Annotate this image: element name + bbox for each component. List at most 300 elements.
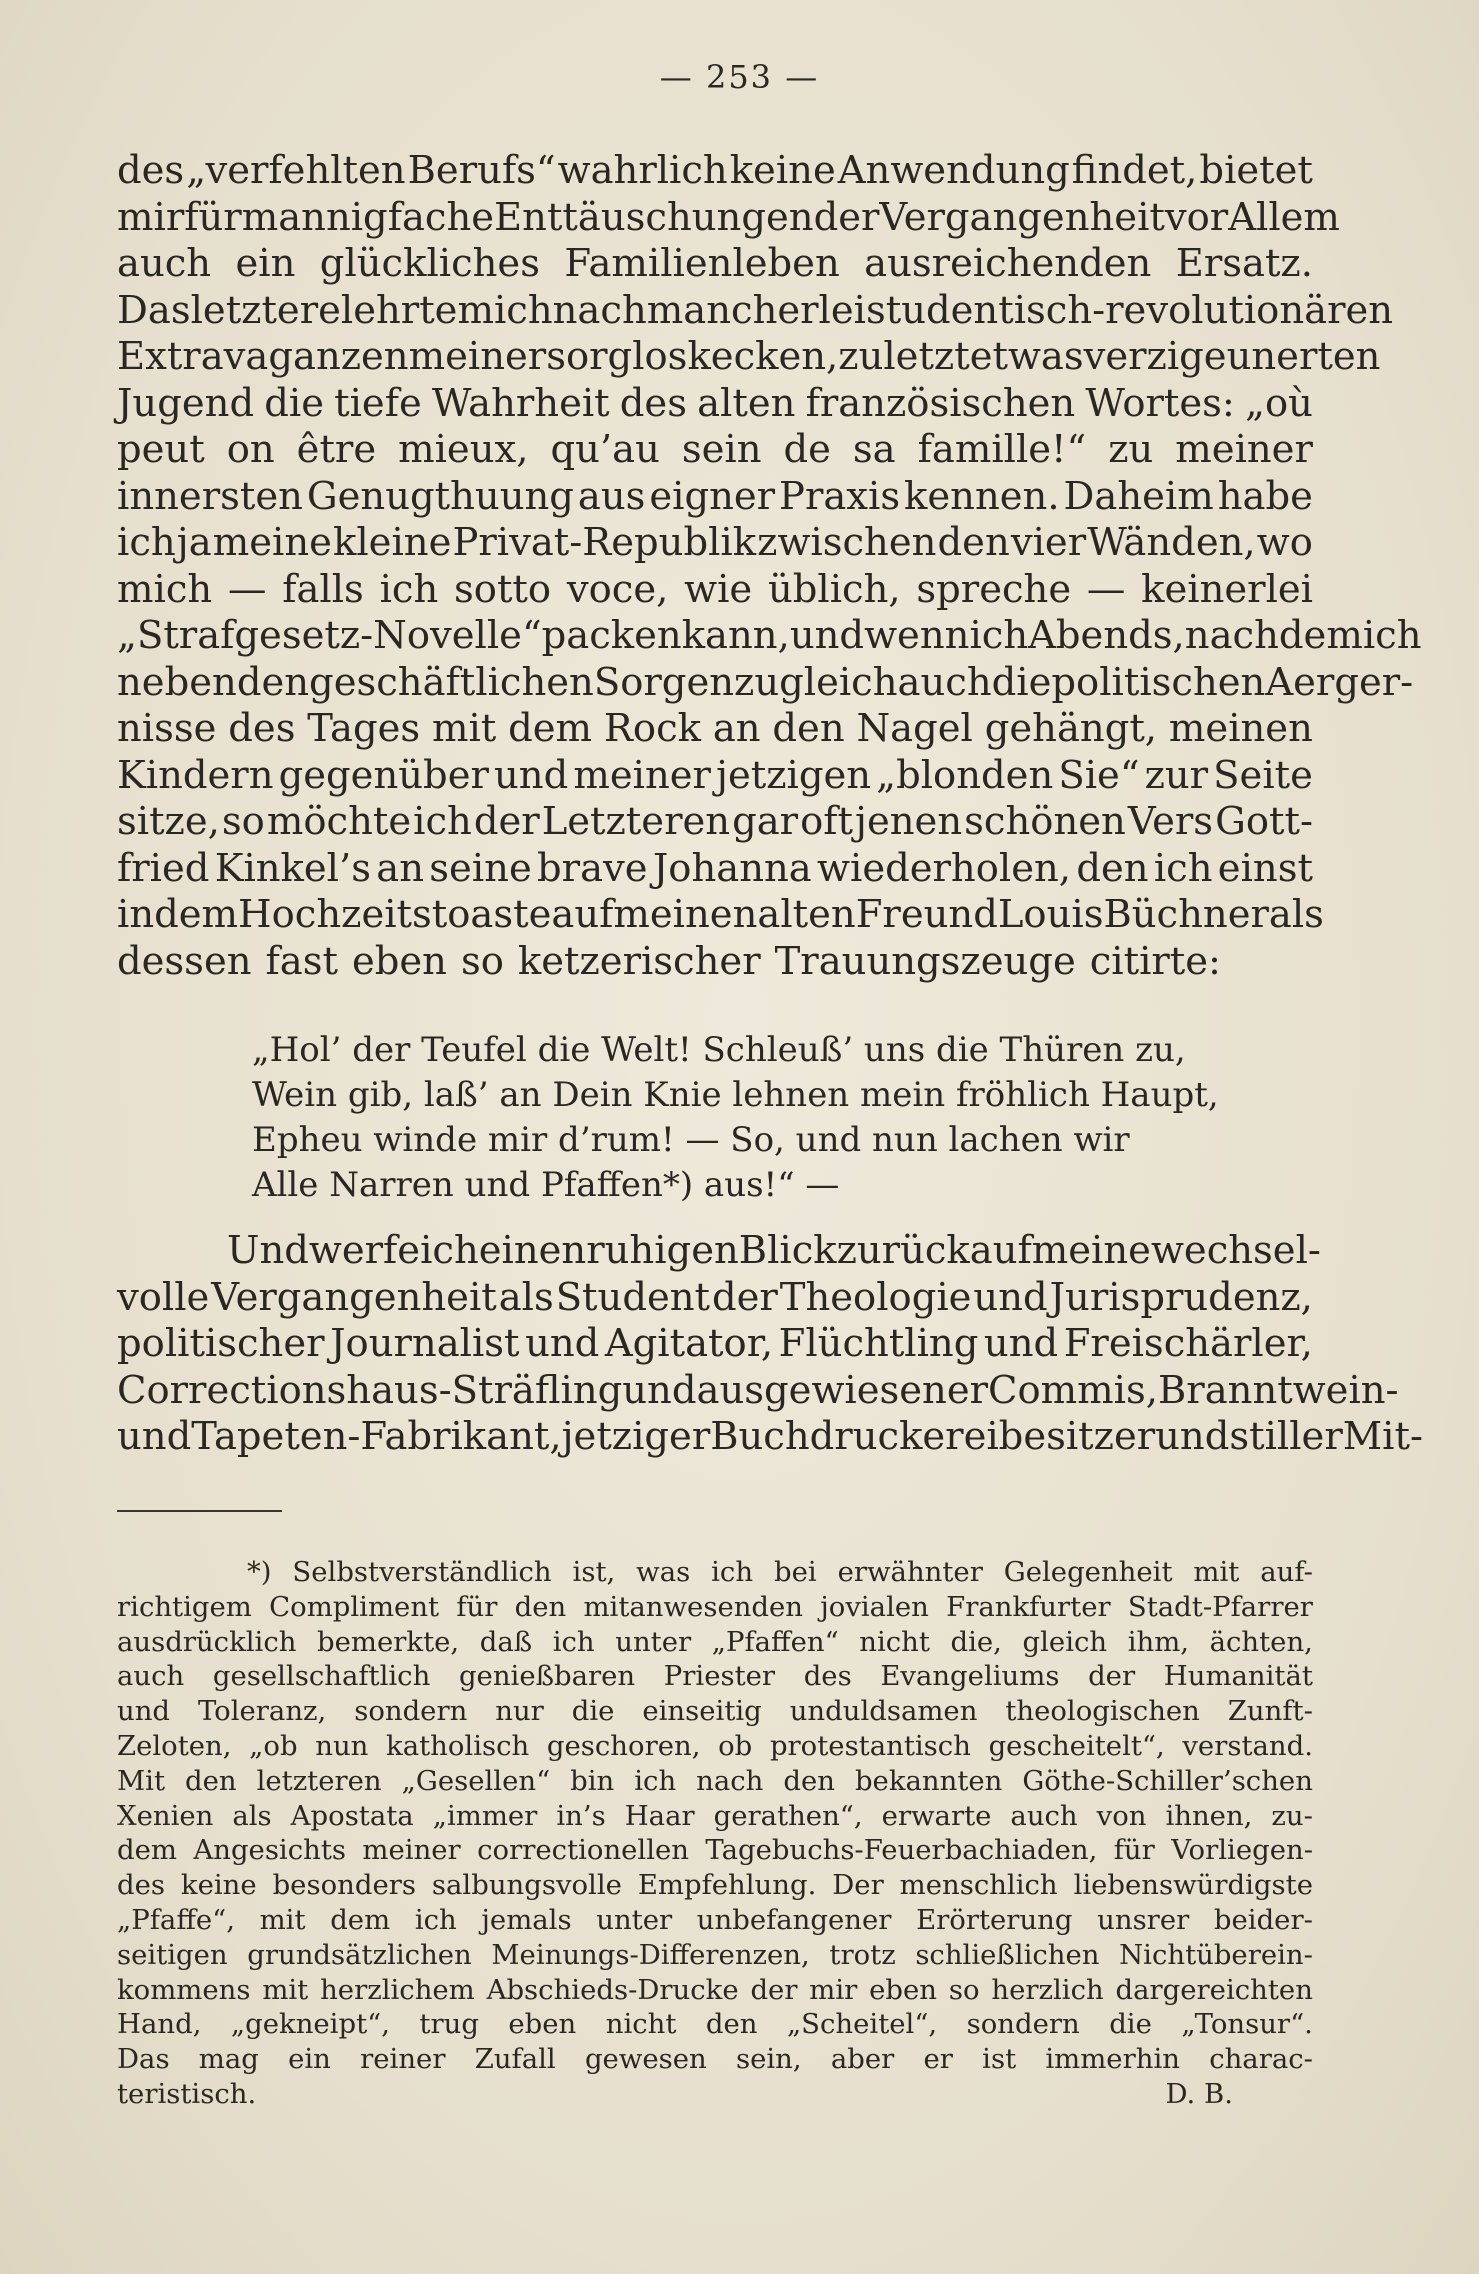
text-line [117,474,1313,521]
word: dem [154,892,239,937]
word: ich [420,1228,479,1273]
word: falls [282,566,364,612]
word: alten [697,380,796,426]
word: in [117,892,155,937]
word: ich [634,1764,677,1797]
word: ausreichenden [864,241,1152,286]
word: letztere [190,287,341,333]
word: „blonden [876,752,1054,798]
text-line [117,148,1313,195]
word: an [712,706,761,751]
footnote-last-word: teristisch. [117,2077,257,2110]
text-line [117,846,1313,893]
word: als [498,1274,554,1320]
word: jetziger [561,1414,711,1459]
word: auf [969,1228,1032,1273]
word: nach [552,287,647,333]
word: Mit- [1342,1414,1423,1459]
paragraph-2 [117,1228,1423,1461]
footnote-line [117,1764,1313,1799]
word: Extravaganzen [117,334,409,379]
word: mich [117,566,213,612]
word: wahrlich [557,148,728,193]
word: Zufall [474,2043,556,2076]
word: „Tonsur“. [1181,2008,1313,2041]
word: Stadt-Pfarrer [1127,1590,1313,1623]
word: Mit [117,1764,166,1797]
word: famille!“ [917,427,1087,472]
word: Enttäuschungen [494,194,814,240]
word: auch [897,659,992,705]
word: mir [809,1973,858,2006]
word: so [460,938,504,984]
verse-line: Wein gib, laß’ an Dein Knie lehnen mein fröhlich Haupt, [252,1075,1219,1115]
word: „Pfaffe“, [117,1903,235,1936]
word: ich [413,799,472,844]
word: on [226,427,275,472]
word: volle [117,1274,210,1320]
footnote-line [117,1833,1313,1868]
text-line [117,1414,1423,1461]
word: politischen [1051,659,1266,705]
word: dem [508,706,593,751]
word: Berufs“ [407,148,556,193]
word: ausgewiesener [696,1367,989,1413]
verse-line: „Hol’ der Teufel die Welt! Schleuß’ uns die Thüren zu, [252,1030,1186,1070]
footnote [117,1555,1313,2112]
word: mancherlei [646,287,866,333]
word: geschäftlichen [309,659,594,705]
word: Nagel [856,706,973,751]
word: nachdem [1184,613,1363,658]
word: ist, [572,1556,616,1588]
word: gesellschaftlich [212,1660,431,1693]
word: als [1268,892,1324,937]
word: der [473,799,540,844]
verse-quote [252,1028,1219,1208]
word: être [296,427,377,472]
word: Apostata [290,1799,414,1832]
word: verstand. [1182,1729,1313,1762]
word: „verfehlten [186,148,406,193]
word: bei [773,1556,817,1588]
word: nun [315,1729,369,1762]
word: Nichtüberein- [1119,1938,1313,1971]
word: Wänden, [1087,520,1256,565]
word: auch [117,1660,185,1693]
word: Louis [997,892,1104,937]
word: voce, [566,566,669,612]
text-line [117,659,1414,707]
word: für [184,194,242,240]
word: auf- [1260,1556,1313,1588]
word: letzteren [256,1764,382,1797]
word: „Gesellen“ [401,1764,551,1797]
text-line [117,706,1313,753]
footnote-line [117,1729,1313,1764]
word: den [185,1764,237,1797]
word: bin [570,1764,615,1797]
word: — [227,566,267,612]
word: gewesen [584,2043,707,2076]
word: sa [852,427,896,472]
word: sitze, [117,799,220,844]
word: des [117,1869,165,1902]
word: stiller [1229,1414,1343,1459]
word: mir [117,194,185,240]
word: keinerlei [1141,566,1313,612]
word: nicht [605,2008,677,2041]
word: der [711,1274,778,1320]
word: „Strafgesetz-Novelle“ [117,613,542,658]
word: Erörterung [916,1903,1073,1936]
word: gerathen“, [713,1799,863,1832]
word: Allem [1228,194,1340,240]
word: mit [259,1903,306,1936]
word: citirte: [1089,938,1222,984]
word: Humanität [1163,1660,1313,1693]
word: Göthe-Schiller’schen [1022,1764,1313,1797]
word: Meinungs-Differenzen, [491,1938,810,1971]
word: unter [596,1903,673,1936]
word: die [264,380,324,426]
word: Tagebuchs-Feuerbachiaden, [705,1834,1098,1867]
word: zu [1108,427,1154,472]
word: aus [577,473,646,519]
word: keine [180,1869,257,1902]
word: für [1113,1834,1155,1867]
word: dessen [117,938,252,984]
text-line [117,194,1340,242]
word: Haar [624,1799,695,1832]
word: mich [457,287,553,333]
word: nicht [859,1625,930,1658]
word: die [571,1695,615,1728]
signature: D. B. [1165,2077,1233,2110]
footnote-line [117,1694,1313,1729]
word: vor [1164,194,1229,240]
word: eigner [649,473,776,519]
word: Vorliegen- [1171,1834,1313,1867]
word: wie [684,566,753,612]
word: Rock [603,706,701,751]
word: Zunft- [1227,1695,1313,1728]
word: „immer [432,1799,538,1832]
word: politischer [117,1321,325,1366]
word: was [636,1556,691,1588]
word: Correctionshaus-Sträfling [117,1367,623,1413]
word: sein, [735,2043,802,2076]
word: zurück [836,1228,970,1273]
word: „gekneipt“, [230,2008,390,2041]
word: immerhin [1045,2043,1180,2076]
footnote-rule [117,1510,282,1512]
word: meine [1031,1228,1151,1273]
word: erwarte [881,1799,992,1832]
word: so [948,1973,980,2006]
word: dargereichten [1115,1973,1313,2006]
word: wo [1256,520,1313,565]
word: Commis, [988,1367,1158,1413]
word: die [1109,2008,1152,2041]
word: Empfehlung. [637,1869,817,1902]
word: correctionellen [477,1834,689,1867]
word: ruhigen [586,1228,739,1273]
word: meiner [1175,427,1313,472]
word: Jurisprudenz, [1049,1274,1313,1320]
word: ja [176,520,212,565]
word: ein [288,2043,331,2076]
word: des [619,380,687,426]
word: mit [262,1973,309,2006]
word: Seite [1213,752,1313,798]
word: oft [800,799,854,844]
word: vier [1010,520,1087,565]
word: trug [419,2008,479,2041]
word: und [622,1367,697,1413]
word: Das [117,287,191,333]
word: des [117,148,185,193]
word: ausdrücklich [117,1625,297,1658]
word: Und [227,1228,309,1273]
word: kecken, [687,334,839,379]
word: und [983,1321,1059,1366]
word: und [973,1274,1048,1320]
word: aber [830,2043,895,2076]
word: mannigfache [241,194,495,240]
word: Hochzeitstoaste [238,892,552,937]
word: auch [117,241,212,286]
word: Selbstverständlich [292,1556,552,1588]
word: so [221,799,265,844]
word: Freund [855,892,998,937]
word: Tages [307,706,421,751]
word: neben [117,659,237,705]
text-line [117,520,1313,567]
word: für [456,1590,498,1623]
word: sondern [966,2008,1080,2041]
word: „Scheitel“, [786,2008,938,2041]
word: des [228,706,296,751]
word: meiner [408,334,547,379]
word: sondern [354,1695,468,1728]
word: den [705,2008,758,2041]
footnote-line [117,1555,1313,1590]
word: die [991,659,1052,705]
word: Vers [1127,799,1214,844]
word: sein [681,427,762,472]
footnote-line [117,1659,1313,1694]
word: Jugend [117,380,255,426]
text-line [117,287,1394,335]
word: nisse [117,706,217,751]
word: jovialen [820,1590,929,1623]
word: kann, [681,613,790,658]
text-line [117,381,1313,428]
word: Freischärler, [1063,1321,1313,1366]
footnote-line [117,2007,1313,2042]
word: Blick [738,1228,837,1273]
word: meinen [613,892,758,937]
word: an [376,845,425,891]
word: Tapeten-Fabrikant, [191,1414,562,1459]
word: innersten [117,473,303,519]
word: wiederholen, [817,845,1072,891]
word: gleich [1022,1625,1108,1658]
word: gescheitelt“, [988,1729,1165,1762]
word: gar [732,799,799,844]
verse-line: Epheu winde mir d’rum! — So, und nun lachen wir [252,1120,1130,1160]
footnote-line [117,1868,1313,1903]
word: Familienleben [564,241,840,286]
word: reiner [360,2043,446,2076]
text-line [117,1228,1321,1275]
word: Zeloten, [117,1729,232,1762]
text-line [117,567,1313,614]
word: ich [969,613,1029,658]
word: üblich, [767,566,901,612]
word: und [789,613,865,658]
word: jemals [481,1903,572,1936]
word: Daheim [1063,473,1214,519]
word: Agitator, [604,1321,774,1366]
word: Journalist [330,1321,520,1366]
word: wechsel- [1150,1228,1321,1273]
word: werfe [308,1228,421,1273]
footnote-line [117,1903,1313,1938]
footnote-line [117,1938,1313,1973]
word: Trauungszeuge [774,938,1076,984]
paragraph-1 [117,148,1422,985]
word: wenn [864,613,970,658]
word: kommens [117,1973,251,2006]
footnote-line [117,2042,1313,2077]
word: daß [479,1625,533,1658]
footnote-signature-line [117,2077,1313,2112]
word: studentisch-revolutionären [865,287,1394,333]
word: seitigen [117,1938,228,1971]
word: schließlichen [915,1938,1100,1971]
word: den [514,1590,567,1623]
word: dem [330,1903,391,1936]
word: protestantisch [769,1729,971,1762]
verse-line: Alle Narren und Pfaffen*) aus!“ — [252,1165,840,1205]
word: schönen [964,799,1126,844]
word: seine [429,845,532,891]
word: der [750,1973,798,2006]
word: ächten, [1209,1625,1313,1658]
word: ein [235,241,296,286]
word: geschoren, [546,1729,701,1762]
text-line [117,613,1422,660]
word: genießbaren [458,1660,636,1693]
word: Gelegenheit [1003,1556,1173,1588]
word: einst [1217,845,1313,891]
word: den [236,659,310,705]
word: Anwendung [837,148,1070,193]
word: auch [1010,1799,1078,1832]
word: theologischen [1005,1695,1200,1728]
word: Das [117,2043,170,2076]
word: meiner [362,1834,461,1867]
word: unter [615,1625,692,1658]
word: — [1086,566,1126,612]
word: peut [117,427,205,472]
word: jenen [855,799,963,844]
word: trotz [829,1938,896,1971]
word: Compliment [269,1590,440,1623]
word: kennen. [904,473,1060,519]
word: tiefe [334,380,422,426]
word: Xenien [117,1799,214,1832]
word: sorglos [546,334,688,379]
word: ist [982,2043,1017,2076]
word: keine [729,148,836,193]
word: Privat-Republik [452,520,757,565]
word: liebenswürdigste [1073,1869,1313,1902]
word: zu- [1271,1799,1313,1832]
word: beider- [1213,1903,1313,1936]
word: den [772,706,845,751]
word: „ob [249,1729,298,1762]
word: den [783,1764,835,1797]
word: und [117,1695,171,1728]
word: etwas [969,334,1084,379]
word: lehrte [340,287,458,333]
word: *) [247,1556,272,1588]
word: auf [551,892,614,937]
word: bietet [1199,148,1313,193]
word: besonders [272,1869,416,1902]
word: einen [478,1228,587,1273]
word: herzlich [991,1973,1104,2006]
word: unduldsamen [789,1695,978,1728]
word: bekannten [854,1764,1003,1797]
word: möchte [266,799,412,844]
word: Johanna [652,845,812,891]
word: eben [869,1973,938,2006]
word: unsrer [1097,1903,1190,1936]
word: glückliches [319,241,540,286]
word: alten [757,892,856,937]
word: menschlich [899,1869,1058,1902]
word: verzigeunerten [1083,334,1381,379]
word: Gott- [1215,799,1313,844]
word: Kindern [117,752,274,798]
word: eben [508,2008,577,2041]
word: und [525,1321,600,1366]
word: und [117,1414,192,1459]
word: mitanwesenden [583,1590,804,1623]
word: packen [541,613,682,658]
word: mieux, [398,427,529,472]
word: nach [696,1764,764,1797]
word: Toleranz, [197,1695,327,1728]
text-line [117,1321,1313,1368]
page-number: — 253 — [659,58,820,96]
word: Kinkel’s [214,845,371,891]
word: Abschieds-Drucke [486,1973,739,2006]
word: in’s [556,1799,606,1832]
word: Büchner [1103,892,1269,937]
word: brave [537,845,648,891]
word: Vergangenheit [211,1274,497,1320]
word: meine [212,520,332,565]
word: fast [265,938,338,984]
word: ob [718,1729,753,1762]
word: Student [555,1274,711,1320]
footnote-line [117,1973,1313,2008]
